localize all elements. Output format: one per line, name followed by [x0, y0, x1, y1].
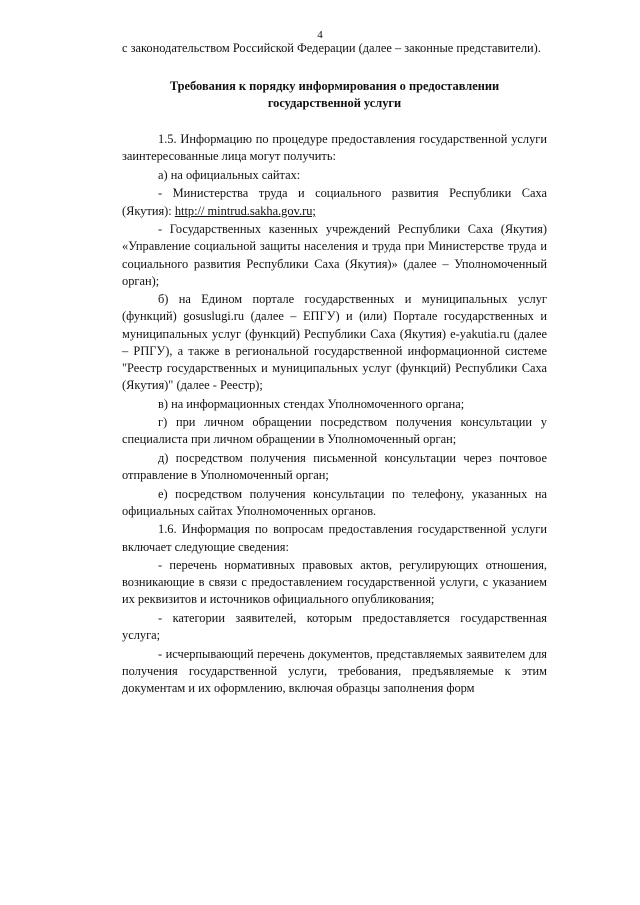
document-body: [122, 40, 547, 697]
paragraph-1-5-v: в) на информационных стендах Уполномоченного органа;: [158, 396, 465, 411]
section-heading: [122, 78, 547, 112]
paragraph-1-5-g: г) при личном обращении посредством получения консультации у специалиста при личном обращении в Уполномоченный орган;: [122, 415, 547, 447]
paragraph-1-6-item-3: - исчерпывающий перечень документов, представляемых заявителем для получения государственной услуги, требования, предъявляемые к этим документам и их оформлению, включая образцы заполнения форм: [122, 646, 547, 696]
paragraph-gku: - Государственных казенных учреждений Республики Саха (Якутия) «Управление социальной защиты населения и труда при Министерстве труда и социального развития Республики Саха (Якутия)» (далее – Уполномоченный орган);: [122, 222, 547, 288]
heading-line-2: государственной услуги: [267, 96, 402, 111]
ministry-text: - Министерства труда и социального развития Республики Саха (Якутия):: [122, 186, 547, 218]
paragraph-ministry: [122, 185, 547, 219]
page-number: 4: [317, 29, 323, 41]
heading-line-1: Требования к порядку информирования о предоставлении: [169, 79, 500, 94]
continuation-paragraph: с законодательством Российской Федерации (далее – законные представители).: [122, 41, 541, 55]
paragraph-1-5-d: д) посредством получения письменной консультации через почтовое отправление в Уполномоченный орган;: [122, 450, 547, 483]
paragraph-1-6-item-1: - перечень нормативных правовых актов, регулирующих отношения, возникающие в связи с предоставлением государственной услуги, с указанием их реквизитов и источников официального опубликования;: [122, 558, 547, 607]
paragraph-1-5-e: е) посредством получения консультации по телефону, указанных на официальных сайтах Уполномоченных органов.: [122, 486, 547, 518]
paragraph-1-5-b: б) на Едином портале государственных и муниципальных услуг (функций) gosuslugi.ru (далее – ЕПГУ) и (или) Портале государственных и муниципальных услуг (функций) Республики Саха (Якутия) e-yakutia.ru (далее – РПГУ), а также в региональной государственной информационной системе "Реестр государственных и муниципальных услуг (функций) Республики Саха (Якутия)" (далее - Реестр);: [122, 292, 547, 393]
paragraph-1-6-item-2: - категории заявителей, которым предоставляется государственная услуга;: [122, 610, 547, 643]
paragraph-1-6-intro: 1.6. Информация по вопросам предоставления государственной услуги включает следующие сведения:: [122, 522, 547, 554]
paragraph-1-5-a: а) на официальных сайтах:: [158, 167, 301, 182]
ministry-link[interactable]: http:// mintrud.sakha.gov.ru;: [174, 203, 316, 218]
paragraph-1-5-intro: 1.5. Информацию по процедуре предоставления государственной услуги заинтересованные лица могут получить:: [122, 132, 547, 164]
